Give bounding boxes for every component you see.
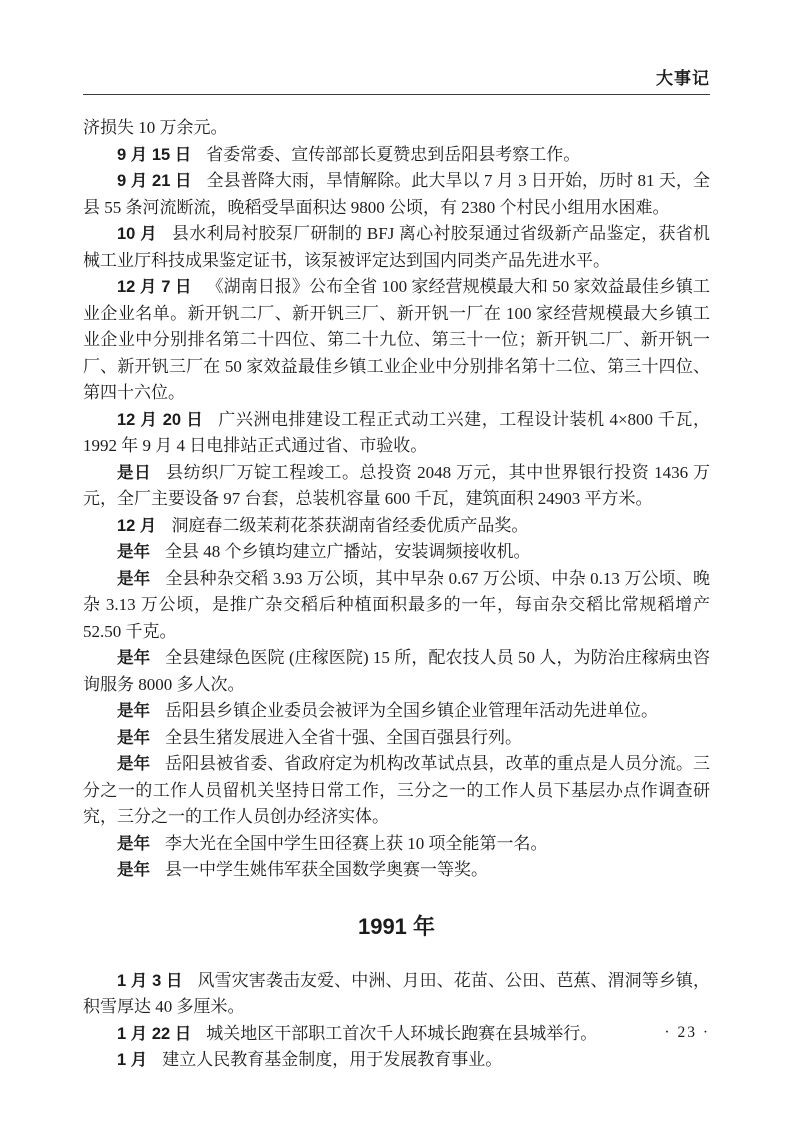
entry-date-label: 是日 — [117, 463, 152, 482]
chronicle-paragraph — [83, 968, 710, 1021]
entry-text: 李大光在全国中学生田径赛上获 10 项全能第一名。 — [165, 833, 548, 853]
chronicle-paragraph — [83, 751, 710, 831]
chronicle-paragraph — [83, 407, 710, 460]
entry-text: 风雪灾害袭击友爱、中洲、月田、花苗、公田、芭蕉、渭洞等乡镇，积雪厚达 40 多厘米。 — [83, 970, 710, 1016]
entry-date-label: 是年 — [117, 569, 151, 588]
entry-text: 建立人民教育基金制度，用于发展教育事业。 — [162, 1050, 503, 1069]
chronicle-paragraph — [83, 221, 710, 274]
chronicle-paragraph — [83, 725, 710, 752]
entry-date-label: 10 月 — [117, 225, 158, 243]
entry-date-label: 是年 — [117, 649, 151, 667]
entry-date-label: 1 月 22 日 — [117, 1024, 192, 1043]
chronicle-paragraph — [83, 857, 710, 884]
entry-text: 全县建绿色医院 (庄稼医院) 15 所，配农技人员 50 人，为防治庄稼病虫咨询服务 8000 多人次。 — [83, 648, 710, 694]
entry-date-label: 是年 — [117, 755, 151, 773]
chronicle-paragraph — [83, 698, 710, 725]
chronicle-paragraph — [83, 115, 710, 142]
entry-text: 县水利局衬胶泵厂研制的 BFJ 离心衬胶泵通过省级新产品鉴定，获省机械工业厅科技成果鉴定证书，该泵被评定达到国内同类产品先进水平。 — [83, 224, 710, 270]
chronicle-paragraph — [83, 1021, 710, 1048]
entry-date-label: 9 月 21 日 — [117, 172, 192, 190]
chronicle-paragraph — [83, 460, 710, 513]
entry-text: 洞庭春二级茉莉花茶获湖南省经委优质产品奖。 — [171, 515, 529, 535]
chronicle-paragraph — [83, 539, 710, 566]
chronicle-paragraph — [83, 831, 710, 858]
entry-date-label: 是年 — [117, 702, 150, 720]
entry-date-label: 9 月 15 日 — [117, 145, 192, 164]
entry-date-label: 是年 — [117, 834, 150, 853]
chronicle-paragraph — [83, 274, 710, 407]
entry-date-label: 1 月 3 日 — [117, 971, 183, 990]
entry-text: 全县生猪发展进入全省十强、全国百强县行列。 — [165, 727, 522, 747]
entry-date-label: 是年 — [117, 861, 150, 879]
entry-text: 《湖南日报》公布全省 100 家经营规模最大和 50 家效益最佳乡镇工业企业名单。新开钒二厂、新开钒三厂、新开钒一厂在 100 家经营规模最大乡镇工业企业中分别排名第二十四位、第二十九位、第三十一位；新开钒二厂、新开钒一厂、新开钒三厂在 50 家效益最佳乡镇工业企业中分别排名第十二位、第三十四位、第四十六位。 — [83, 277, 710, 402]
entry-date-label: 是年 — [117, 728, 150, 747]
entry-date-label: 12 月 7 日 — [117, 278, 192, 296]
running-header — [83, 0, 710, 90]
running-header-title: 大事记 — [656, 69, 710, 88]
page-content — [83, 115, 710, 1074]
entry-text: 全县种杂交稻 3.93 万公顷，其中早杂 0.67 万公顷、中杂 0.13 万公顷、晚杂 3.13 万公顷，是推广杂交稻后种植面积最多的一年，每亩杂交稻比常规稻增产 52.50 千克。 — [83, 568, 710, 641]
entry-text: 广兴洲电排建设工程正式动工兴建，工程设计装机 4×800 千瓦，1992 年 9 月 4 日电排站正式通过省、市验收。 — [83, 409, 710, 455]
entry-text: 济损失 10 万余元。 — [83, 118, 228, 137]
chronicle-paragraph — [83, 566, 710, 646]
chronicle-paragraph — [83, 645, 710, 698]
entry-date-label: 12 月 — [117, 516, 157, 535]
entry-text: 县纺织厂万锭工程竣工。总投资 2048 万元，其中世界银行投资 1436 万元，全厂主要设备 97 台套，总装机容量 600 千瓦，建筑面积 24903 平方米。 — [83, 462, 711, 508]
entry-date-label: 1 月 — [117, 1051, 148, 1069]
entry-text: 县一中学生姚伟军获全国数学奥赛一等奖。 — [165, 860, 488, 879]
entry-text: 全县 48 个乡镇均建立广播站，安装调频接收机。 — [165, 542, 531, 561]
chronicle-paragraph — [83, 168, 710, 221]
year-heading: 1991 年 — [357, 913, 436, 939]
chronicle-paragraph — [83, 513, 710, 540]
entry-text: 城关地区干部职工首次千人环城长跑赛在县城举行。 — [206, 1023, 598, 1043]
chronicle-paragraph — [83, 1047, 710, 1074]
entry-text: 全县普降大雨，旱情解除。此大旱以 7 月 3 日开始，历时 81 天，全县 55 条河流断流，晚稻受旱面积达 9800 公顷，有 2380 个村民小组用水困难。 — [83, 171, 710, 217]
header-rule — [83, 94, 710, 95]
entry-text: 省委常委、宣传部部长夏赞忠到岳阳县考察工作。 — [206, 144, 581, 164]
entry-date-label: 12 月 20 日 — [117, 410, 204, 429]
chronicle-paragraph — [83, 142, 710, 169]
entry-text: 岳阳县乡镇企业委员会被评为全国乡镇企业管理年活动先进单位。 — [165, 701, 658, 720]
entry-date-label: 是年 — [117, 543, 150, 561]
entry-text: 岳阳县被省委、省政府定为机构改革试点县，改革的重点是人员分流。三分之一的工作人员留机关坚持日常工作，三分之一的工作人员下基层办点作调查研究，三分之一的工作人员创办经济实体。 — [83, 754, 711, 826]
page-number: · 23 · — [664, 1024, 710, 1041]
